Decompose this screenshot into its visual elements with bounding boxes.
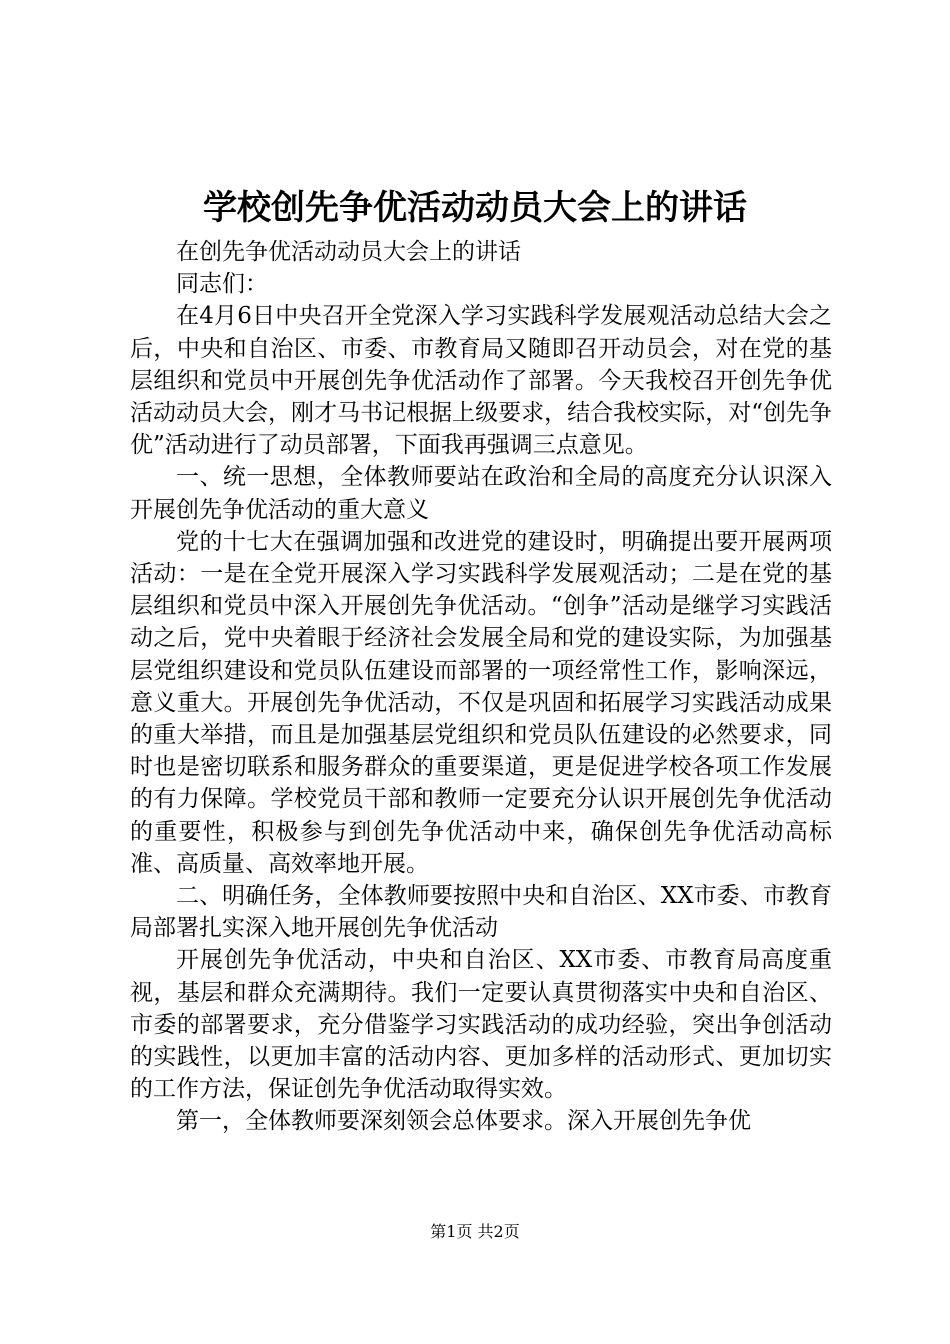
paragraph: 在4月6日中央召开全党深入学习实践科学发展观活动总结大会之后，中央和自治区、市委、市教育局又随即召开动员会，对在党的基层组织和党员中开展创先争优活动作了部署。今天我校召开创先争优活动动员大会，刚才马书记根据上级要求，结合我校实际，对“创先争优”活动进行了动员部署，下面我再强调三点意见。 — [130, 303, 832, 459]
paragraph: 开展创先争优活动，中央和自治区、XX市委、市教育局高度重视，基层和群众充满期待。我们一定要认真贯彻落实中央和自治区、市委的部署要求，充分借鉴学习实践活动的成功经验，突出争创活动的实践性，以更加丰富的活动内容、更加多样的活动形式、更加切实的工作方法，保证创先争优活动取得实效。 — [130, 947, 832, 1103]
document-body — [130, 236, 832, 1138]
paragraph: 一、统一思想，全体教师要站在政治和全局的高度充分认识深入开展创先争优活动的重大意义 — [130, 464, 832, 523]
paragraph: 同志们： — [176, 271, 268, 298]
paragraph: 二、明确任务，全体教师要按照中央和自治区、XX市委、市教育局部署扎实深入地开展创先争优活动 — [130, 883, 832, 942]
page-footer: 第1页 共2页 — [430, 1222, 520, 1241]
paragraph: 党的十七大在强调加强和改进党的建设时，明确提出要开展两项活动：一是在全党开展深入学习实践科学发展观活动；二是在党的基层组织和党员中深入开展创先争优活动。“创争”活动是继学习实践活动之后，党中央着眼于经济社会发展全局和党的建设实际，为加强基层党组织建设和党员队伍建设而部署的一项经常性工作，影响深远，意义重大。开展创先争优活动，不仅是巩固和拓展学习实践活动成果的重大举措，而且是加强基层党组织和党员队伍建设的必然要求，同时也是密切联系和服务群众的重要渠道，更是促进学校各项工作发展的有力保障。学校党员干部和教师一定要充分认识开展创先争优活动的重要性，积极参与到创先争优活动中来，确保创先争优活动高标准、高质量、高效率地开展。 — [130, 528, 832, 877]
paragraph: 第一，全体教师要深刻领会总体要求。深入开展创先争优 — [176, 1108, 751, 1135]
paragraph: 在创先争优活动动员大会上的讲话 — [176, 239, 521, 265]
page-title: 学校创先争优活动动员大会上的讲话 — [203, 188, 747, 228]
